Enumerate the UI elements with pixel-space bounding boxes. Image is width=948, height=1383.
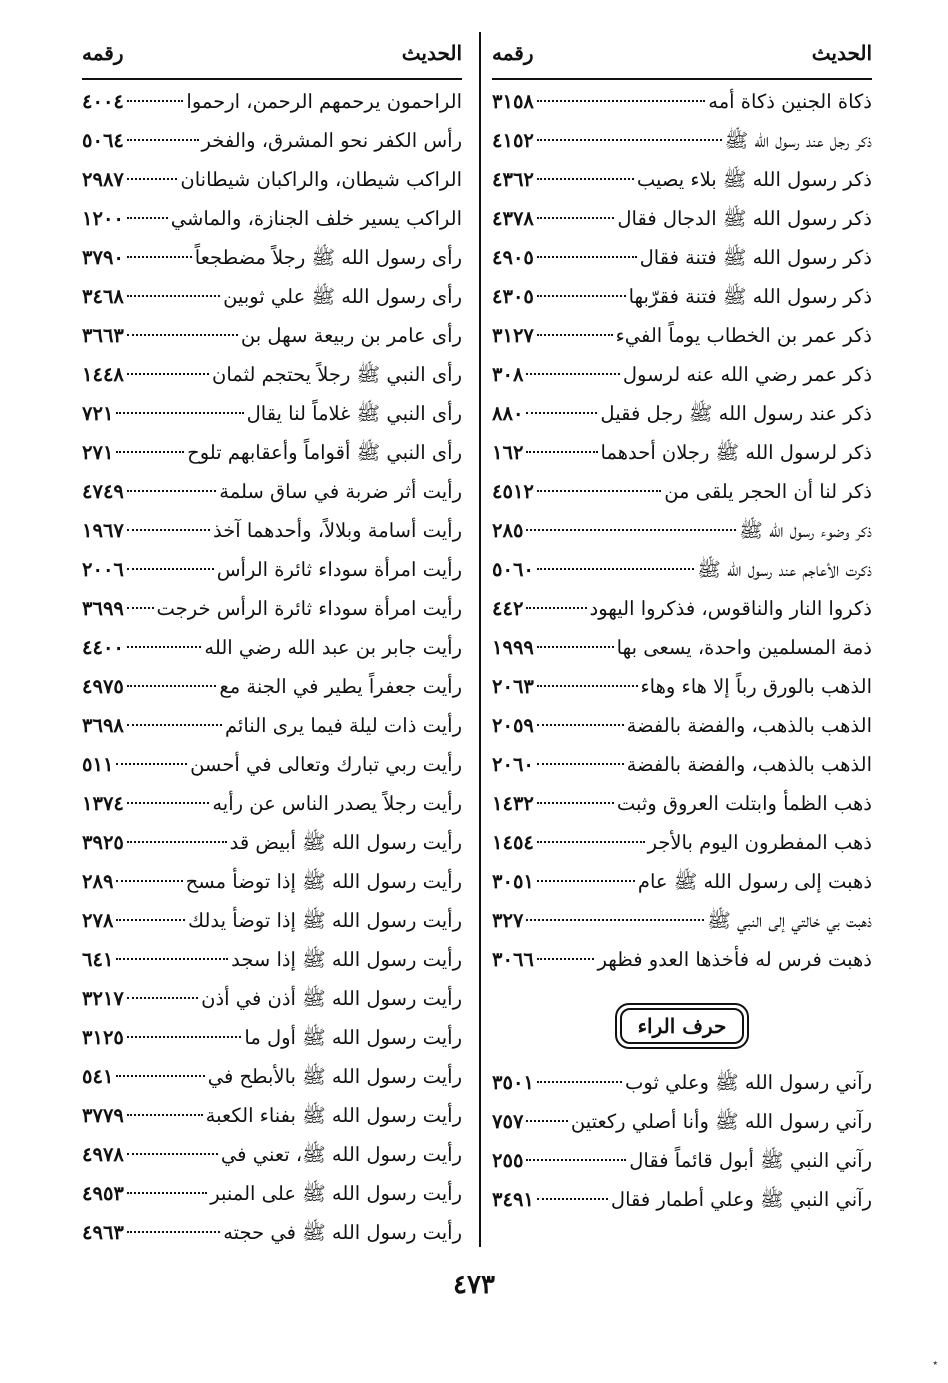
index-entry	[492, 1188, 872, 1227]
dot-leader	[116, 919, 185, 921]
dot-leader	[127, 1153, 218, 1155]
entry-text: ذهبت إلى رسول الله ﷺ عام	[637, 870, 872, 893]
header-number: رقمه	[492, 41, 534, 65]
entry-text: ذمة المسلمين واحدة، يسعى بها	[616, 636, 872, 659]
index-entry	[82, 1104, 462, 1143]
entry-number: ٥٠٦٤	[82, 129, 124, 152]
index-entry	[82, 207, 462, 246]
dot-leader	[116, 958, 228, 960]
entry-text: ذكر لرسول الله ﷺ رجلان أحدهما	[600, 441, 872, 464]
entry-number: ١٤٣٢	[492, 792, 534, 815]
index-entry	[492, 792, 872, 831]
dot-leader	[537, 217, 614, 219]
entry-text: رأى عامر بن ربيعة سهل بن	[240, 324, 462, 347]
index-entry	[82, 90, 462, 129]
entry-text: رأى النبي ﷺ أقواماً وأعقابهم تلوح	[187, 441, 462, 464]
entry-text: رأيت رسول الله ﷺ على المنبر	[210, 1182, 462, 1205]
dot-leader	[127, 607, 154, 609]
index-entry	[82, 1221, 462, 1260]
entry-number: ٤٣٦٢	[492, 168, 534, 191]
index-entry	[82, 987, 462, 1026]
entry-text: رأى رسول الله ﷺ رجلاً مضطجعاً	[194, 246, 462, 269]
entry-text: رأيت امرأة سوداء ثائرة الرأس	[216, 558, 462, 581]
header-hadith: الحديث	[811, 41, 872, 65]
corner-mark: ٭	[932, 1358, 938, 1369]
entry-text: رأيت رسول الله ﷺ، تعني في	[220, 1143, 462, 1166]
dot-leader	[127, 1192, 207, 1194]
entry-number: ٨٨٠	[492, 402, 524, 425]
dot-leader	[526, 451, 597, 453]
column-divider	[479, 32, 481, 1247]
entry-number: ٤٣٧٨	[492, 207, 534, 230]
index-entry	[492, 168, 872, 207]
dot-leader	[537, 685, 638, 687]
entry-number: ٣٦٩٨	[82, 714, 124, 737]
entry-text: رأيت رسول الله ﷺ أبيض قد	[229, 831, 462, 854]
dot-leader	[537, 256, 637, 258]
entry-text: رآني النبي ﷺ أبول قائماً فقال	[629, 1149, 872, 1172]
entry-number: ١٢٠٠	[82, 207, 124, 230]
dot-leader	[127, 841, 227, 843]
entry-text: رأيت أسامة وبلالاً، وأحدهما آخذ	[212, 519, 462, 542]
dot-leader	[127, 1231, 220, 1233]
entry-text: رأيت ذات ليلة فيما يرى النائم	[224, 714, 462, 737]
entry-number: ٢٠٦٣	[492, 675, 534, 698]
index-entry	[492, 909, 872, 948]
index-entry	[82, 675, 462, 714]
entry-text: الراكب شيطان، والراكبان شيطانان	[180, 168, 462, 191]
entry-number: ٤١٥٢	[492, 129, 534, 152]
dot-leader	[116, 412, 243, 414]
entry-number: ٣٠٥١	[492, 870, 534, 893]
dot-leader	[127, 997, 198, 999]
dot-leader	[537, 1198, 608, 1200]
dot-leader	[127, 724, 222, 726]
index-entry	[82, 129, 462, 168]
entry-number: ٣٥٠١	[492, 1071, 534, 1094]
index-entry	[82, 1026, 462, 1065]
entry-number: ٤٩٦٣	[82, 1221, 124, 1244]
dot-leader	[537, 334, 613, 336]
dot-leader	[537, 880, 635, 882]
index-entry	[82, 948, 462, 987]
index-entry	[492, 129, 872, 168]
entry-text: رأس الكفر نحو المشرق، والفخر	[201, 129, 462, 152]
entry-text: ذكر رجل عند رسول الله ﷺ	[724, 129, 872, 152]
index-entry	[492, 753, 872, 792]
entry-number: ٣٧٧٩	[82, 1104, 124, 1127]
dot-leader	[127, 373, 209, 375]
entry-number: ٢٩٨٧	[82, 168, 124, 191]
right-column	[492, 32, 872, 1227]
dot-leader	[127, 217, 168, 219]
index-entry	[82, 870, 462, 909]
entry-text: رأى النبي ﷺ غلاماً لنا يقال	[246, 402, 462, 425]
dot-leader	[127, 685, 216, 687]
entry-text: الذهب بالذهب، والفضة بالفضة	[626, 753, 872, 776]
section-heading	[492, 1003, 872, 1049]
index-entry	[82, 714, 462, 753]
index-entry	[492, 636, 872, 675]
dot-leader	[537, 490, 661, 492]
entry-number: ٤٤٢	[492, 597, 524, 620]
dot-leader	[537, 724, 624, 726]
dot-leader	[127, 334, 238, 336]
entry-number: ٢٥٥	[492, 1149, 524, 1172]
index-entry	[492, 246, 872, 285]
entry-number: ٤٩٧٥	[82, 675, 124, 698]
entry-number: ٣٠٦٦	[492, 948, 534, 971]
entry-number: ١٦٢	[492, 441, 524, 464]
index-entry	[492, 519, 872, 558]
dot-leader	[537, 139, 722, 141]
index-entry	[492, 1110, 872, 1149]
entry-number: ٣٠٨	[492, 363, 524, 386]
entry-number: ٥١١	[82, 753, 114, 776]
dot-leader	[127, 646, 202, 648]
entry-text: رأيت رسول الله ﷺ بفناء الكعبة	[205, 1104, 462, 1127]
entry-text: رأيت رسول الله ﷺ إذا توضأ مسح	[185, 870, 462, 893]
entry-text: ذكر عمر بن الخطاب يوماً الفيء	[615, 324, 872, 347]
index-entry	[492, 831, 872, 870]
entry-text: رأيت جابر بن عبد الله رضي الله	[204, 636, 462, 659]
entry-number: ٤٠٠٤	[82, 90, 124, 113]
entry-text: ذهب الظمأ وابتلت العروق وثبت	[616, 792, 872, 815]
section-title: حرف الراء	[620, 1008, 745, 1044]
section-frame	[615, 1003, 750, 1049]
entry-number: ١٤٥٤	[492, 831, 534, 854]
index-entry	[82, 597, 462, 636]
entry-text: ذكر عمر رضي الله عنه لرسول	[622, 363, 872, 386]
entry-text: ذهب المفطرون اليوم بالأجر	[647, 831, 872, 854]
index-page	[82, 32, 872, 1272]
dot-leader	[537, 1081, 622, 1083]
entry-number: ١٩٦٧	[82, 519, 124, 542]
index-entry	[492, 363, 872, 402]
entry-number: ٣٦٦٣	[82, 324, 124, 347]
entry-number: ٤٥١٢	[492, 480, 534, 503]
entry-text: ذهبت بي خالتي إلى النبي ﷺ	[707, 909, 872, 932]
dot-leader	[537, 295, 626, 297]
entry-text: ذكر رسول الله ﷺ فتنة فقرّبها	[628, 285, 872, 308]
index-entry	[82, 363, 462, 402]
dot-leader	[537, 646, 614, 648]
dot-leader	[127, 295, 220, 297]
dot-leader	[127, 1036, 241, 1038]
entry-number: ٣٤٩١	[492, 1188, 534, 1211]
entry-list-after	[492, 1071, 872, 1227]
dot-leader	[127, 1114, 203, 1116]
column-header	[82, 32, 462, 74]
dot-leader	[127, 139, 199, 141]
entry-text: رأيت رسول الله ﷺ في حجته	[223, 1221, 462, 1244]
dot-leader	[526, 373, 619, 375]
entry-number: ٢٧٨	[82, 909, 114, 932]
entry-text: رأيت رسول الله ﷺ إذا سجد	[231, 948, 462, 971]
index-entry	[492, 675, 872, 714]
index-entry	[492, 714, 872, 753]
entry-number: ٢٠٠٦	[82, 558, 124, 581]
entry-number: ٣٤٦٨	[82, 285, 124, 308]
entry-number: ٢٨٩	[82, 870, 114, 893]
entry-number: ٣٢٧	[492, 909, 524, 932]
entry-text: ذكر وضوء رسول الله ﷺ	[739, 519, 872, 542]
entry-text: الراحمون يرحمهم الرحمن، ارحموا	[186, 90, 462, 113]
dot-leader	[537, 568, 694, 570]
entry-text: رآني النبي ﷺ وعلي أطمار فقال	[610, 1188, 872, 1211]
column-header	[492, 32, 872, 74]
dot-leader	[127, 529, 210, 531]
dot-leader	[537, 178, 634, 180]
entry-number: ٣١٢٧	[492, 324, 534, 347]
page-number: ٤٧٣	[453, 1270, 495, 1300]
entry-number: ٤٧٤٩	[82, 480, 124, 503]
dot-leader	[127, 490, 216, 492]
entry-text: رأيت أثر ضربة في ساق سلمة	[219, 480, 462, 503]
entry-text: رأيت رجلاً يصدر الناس عن رأيه	[212, 792, 462, 815]
entry-text: ذكروا النار والناقوس، فذكروا اليهود	[589, 597, 872, 620]
dot-leader	[116, 763, 187, 765]
entry-number: ٣٢١٧	[82, 987, 124, 1010]
dot-leader	[537, 802, 614, 804]
dot-leader	[537, 763, 624, 765]
dot-leader	[526, 919, 704, 921]
entry-text: ذكرت الأعاجم عند رسول الله ﷺ	[697, 558, 872, 581]
entry-text: الذهب بالذهب، والفضة بالفضة	[626, 714, 872, 737]
index-entry	[82, 441, 462, 480]
entry-text: ذكر رسول الله ﷺ بلاء يصيب	[636, 168, 872, 191]
index-entry	[82, 792, 462, 831]
entry-number: ٢٧١	[82, 441, 114, 464]
entry-text: رأى النبي ﷺ رجلاً يحتجم لثمان	[212, 363, 462, 386]
entry-number: ٣٦٩٩	[82, 597, 124, 620]
index-entry	[492, 558, 872, 597]
dot-leader	[116, 880, 182, 882]
entry-number: ٣١٢٥	[82, 1026, 124, 1049]
dot-leader	[526, 529, 736, 531]
entry-number: ٣٧٩٠	[82, 246, 124, 269]
entry-number: ١٤٤٨	[82, 363, 124, 386]
index-entry	[82, 753, 462, 792]
index-entry	[82, 558, 462, 597]
entry-number: ٤٩٧٨	[82, 1143, 124, 1166]
index-entry	[492, 1149, 872, 1188]
entry-text: رأيت جعفراً يطير في الجنة مع	[219, 675, 462, 698]
index-entry	[82, 519, 462, 558]
index-entry	[492, 1071, 872, 1110]
dot-leader	[526, 1159, 626, 1161]
entry-text: ذكاة الجنين ذكاة أمه	[708, 90, 872, 113]
entry-text: رأيت رسول الله ﷺ إذا توضأ يدلك	[188, 909, 462, 932]
index-entry	[82, 1143, 462, 1182]
dot-leader	[526, 1120, 567, 1122]
entry-text: ذكر عند رسول الله ﷺ رجل فقيل	[600, 402, 872, 425]
index-entry	[82, 831, 462, 870]
index-entry	[82, 480, 462, 519]
left-column	[82, 32, 462, 1260]
dot-leader	[526, 412, 597, 414]
entry-text: ذكر رسول الله ﷺ فتنة فقال	[639, 246, 872, 269]
entry-number: ٤٣٠٥	[492, 285, 534, 308]
dot-leader	[127, 178, 178, 180]
index-entry	[492, 948, 872, 987]
entry-number: ٢٨٥	[492, 519, 524, 542]
index-entry	[82, 324, 462, 363]
entry-number: ١٩٩٩	[492, 636, 534, 659]
entry-number: ٤٤٠٠	[82, 636, 124, 659]
index-entry	[492, 402, 872, 441]
index-entry	[82, 285, 462, 324]
entry-text: رآني رسول الله ﷺ وعلي ثوب	[625, 1071, 872, 1094]
dot-leader	[537, 958, 595, 960]
dot-leader	[127, 802, 209, 804]
dot-leader	[127, 100, 184, 102]
entry-number: ٥٠٦٠	[492, 558, 534, 581]
index-entry	[492, 90, 872, 129]
index-entry	[492, 285, 872, 324]
entry-text: ذكر لنا أن الحجر يلقى من	[664, 480, 872, 503]
dot-leader	[116, 1075, 204, 1077]
entry-number: ٧٥٧	[492, 1110, 524, 1133]
entry-number: ٥٤١	[82, 1065, 114, 1088]
index-entry	[492, 324, 872, 363]
index-entry	[82, 168, 462, 207]
entry-number: ١٣٧٤	[82, 792, 124, 815]
entry-text: رأيت ربي تبارك وتعالى في أحسن	[190, 753, 462, 776]
entry-number: ٢٠٥٩	[492, 714, 534, 737]
entry-text: ذهبت فرس له فأخذها العدو فظهر	[597, 948, 872, 971]
entry-text: الذهب بالورق رباً إلا هاء وهاء	[640, 675, 872, 698]
index-entry	[492, 207, 872, 246]
entry-number: ٦٤١	[82, 948, 114, 971]
entry-number: ٤٩٠٥	[492, 246, 534, 269]
header-number: رقمه	[82, 41, 124, 65]
dot-leader	[526, 607, 586, 609]
dot-leader	[537, 841, 645, 843]
entry-text: ذكر رسول الله ﷺ الدجال فقال	[617, 207, 872, 230]
entry-text: رأيت رسول الله ﷺ بالأبطح في	[207, 1065, 462, 1088]
dot-leader	[127, 256, 192, 258]
entry-number: ٤٩٥٣	[82, 1182, 124, 1205]
entry-number: ٣٩٢٥	[82, 831, 124, 854]
header-hadith: الحديث	[401, 41, 462, 65]
index-entry	[492, 441, 872, 480]
index-entry	[82, 1182, 462, 1221]
header-rule	[82, 78, 462, 80]
index-entry	[82, 402, 462, 441]
entry-text: رأيت امرأة سوداء ثائرة الرأس خرجت	[156, 597, 462, 620]
entry-number: ٣١٥٨	[492, 90, 534, 113]
index-entry	[82, 636, 462, 675]
index-entry	[82, 909, 462, 948]
entry-list	[492, 90, 872, 987]
dot-leader	[127, 568, 214, 570]
index-entry	[82, 1065, 462, 1104]
entry-text: رأيت رسول الله ﷺ أذن في أذن	[201, 987, 462, 1010]
header-rule	[492, 78, 872, 80]
dot-leader	[537, 100, 705, 102]
entry-text: رأى رسول الله ﷺ علي ثوبين	[223, 285, 462, 308]
index-entry	[492, 597, 872, 636]
entry-number: ٧٢١	[82, 402, 114, 425]
index-entry	[492, 870, 872, 909]
dot-leader	[116, 451, 184, 453]
index-entry	[82, 246, 462, 285]
entry-number: ٢٠٦٠	[492, 753, 534, 776]
entry-text: رآني رسول الله ﷺ وأنا أصلي ركعتين	[570, 1110, 872, 1133]
index-entry	[492, 480, 872, 519]
entry-text: الراكب يسير خلف الجنازة، والماشي	[170, 207, 462, 230]
entry-text: رأيت رسول الله ﷺ أول ما	[244, 1026, 462, 1049]
entry-list	[82, 90, 462, 1260]
